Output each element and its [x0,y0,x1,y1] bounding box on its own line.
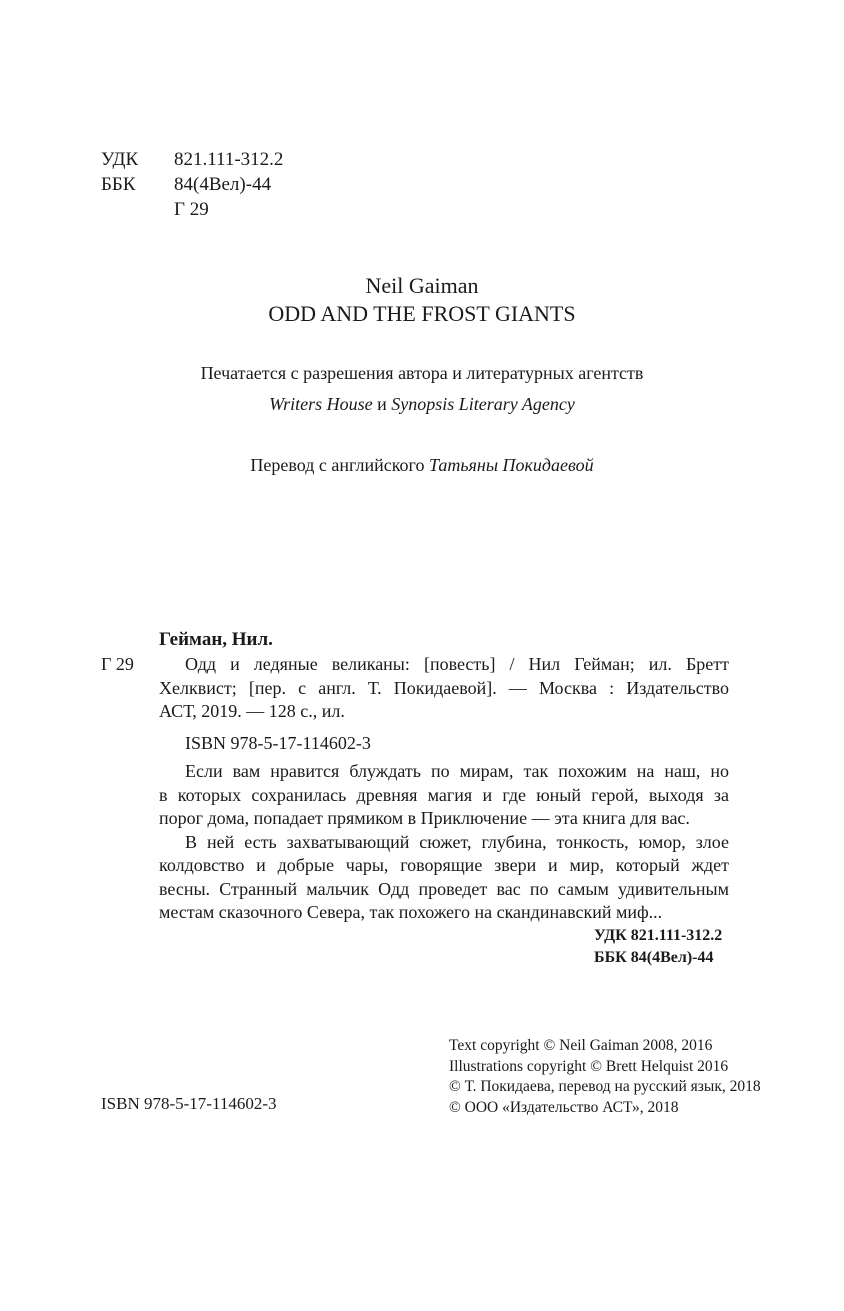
author-sign: Г 29 [174,199,209,220]
annotation-line: Если вам нравится блуждать по мирам, так похожим на наш, но [185,761,729,781]
annotation-line: порог дома, попадает прямиком в Приключение — эта книга для вас. [159,808,690,828]
copyright-line: Text copyright © Neil Gaiman 2008, 2016 [449,1037,713,1054]
original-author: Neil Gaiman [365,273,479,298]
catalog-sign: Г 29 [101,654,134,674]
translation-credit [0,450,844,481]
copyright-line: © ООО «Издательство АСТ», 2018 [449,1098,679,1116]
catalog-bbk: ББК 84(4Вел)-44 [594,949,714,966]
permission-line: Печатается с разрешения автора и литературных агентств [200,363,644,383]
catalog-description [159,653,729,724]
agency-writers-house: Writers House [269,394,373,414]
agency-synopsis: Synopsis Literary Agency [391,394,575,414]
catalog-udk: УДК 821.111-312.2 [594,927,723,944]
copyright-line: Illustrations copyright © Brett Helquist 2016 [449,1057,729,1075]
translation-prefix: Перевод с английского [250,455,429,475]
bbk-label: ББК [101,174,136,195]
annotation-line: колдовство и добрые чары, говорящие звери и мир, который ждет [159,855,729,875]
description-line: Одд и ледяные великаны: [повесть] / Нил Гейман; ил. Бретт [185,654,729,674]
annotation-line: в которых сохранилась древняя магия и где юный герой, выходя за [159,784,729,805]
permission-agencies [0,389,844,420]
footer-isbn: ISBN 978-5-17-114602-3 [101,1094,277,1113]
translator-name: Татьяны Покидаевой [428,455,594,475]
catalog-annotation [159,760,729,925]
catalog-heading: Гейман, Нил. [159,629,273,650]
udk-value: 821.111-312.2 [174,149,284,170]
description-line: АСТ, 2019. — 128 с., ил. [159,701,345,721]
bbk-value: 84(4Вел)-44 [174,174,272,195]
description-line: Хелквист; [пер. с англ. Т. Покидаевой]. — Москва : Издательство [159,677,729,698]
agency-conjunction: и [372,394,392,414]
annotation-line: весны. Странный мальчик Одд проведет вас по самым удивительным [159,878,729,899]
catalog-isbn: ISBN 978-5-17-114602-3 [185,733,371,753]
copyright-line: © Т. Покидаева, перевод на русский язык, 2018 [449,1078,761,1095]
udk-label: УДК [101,149,139,170]
annotation-line: местам сказочного Севера, так похожего на скандинавский миф... [159,902,663,922]
annotation-line: В ней есть захватывающий сюжет, глубина, тонкость, юмор, злое [185,831,729,852]
original-title: ODD AND THE FROST GIANTS [268,301,576,326]
